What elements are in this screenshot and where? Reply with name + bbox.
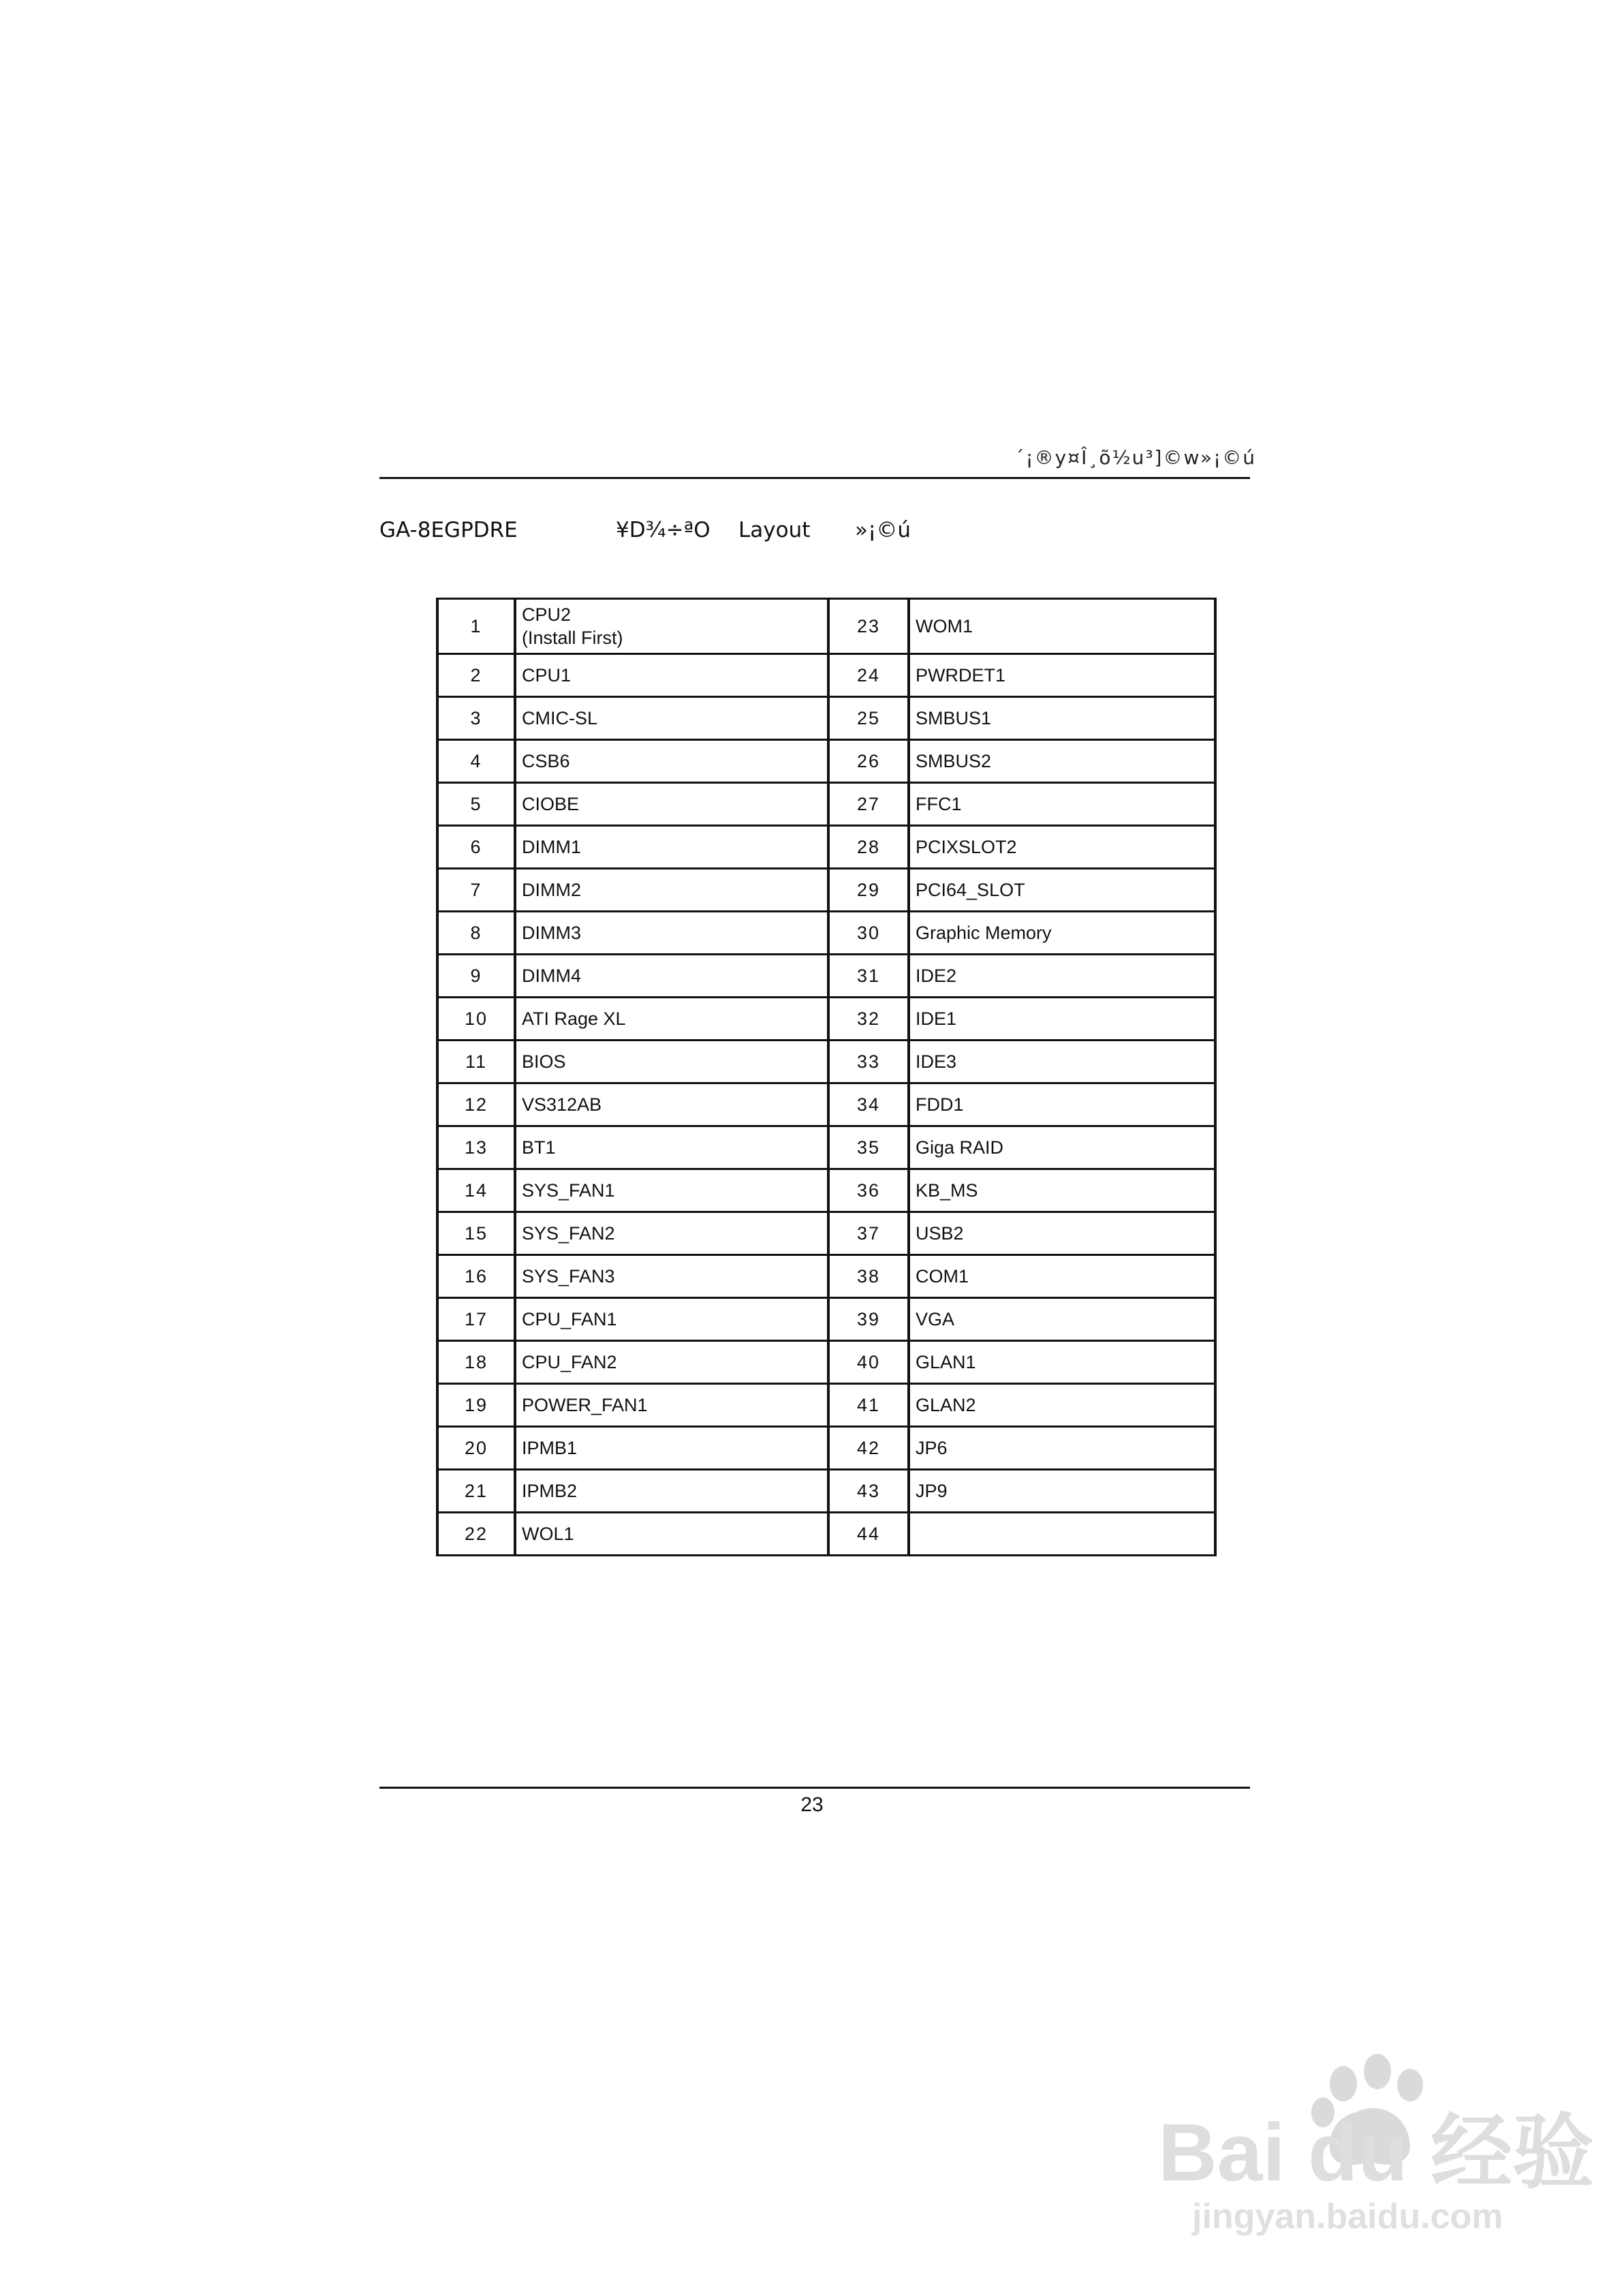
- right-number-cell: 44: [828, 1513, 909, 1556]
- right-number-cell: 42: [828, 1427, 909, 1470]
- right-number-cell: 25: [828, 697, 909, 740]
- table-row: [437, 783, 1215, 826]
- left-name-cell: IPMB1: [515, 1427, 828, 1470]
- left-number-cell: 19: [437, 1384, 515, 1427]
- right-name-cell: IDE2: [909, 955, 1215, 998]
- left-name-cell: SYS_FAN3: [515, 1255, 828, 1298]
- right-number-cell: 24: [828, 654, 909, 697]
- left-name-cell: CIOBE: [515, 783, 828, 826]
- left-number-cell: 22: [437, 1513, 515, 1556]
- left-name-cell: SYS_FAN1: [515, 1169, 828, 1212]
- left-number-cell: 5: [437, 783, 515, 826]
- left-name-cell: CPU_FAN2: [515, 1341, 828, 1384]
- left-name-cell: BIOS: [515, 1041, 828, 1083]
- right-name-cell: [909, 1513, 1215, 1556]
- left-name-cell: POWER_FAN1: [515, 1384, 828, 1427]
- right-name-cell: JP9: [909, 1470, 1215, 1513]
- watermark-url: jingyan.baidu.com: [1192, 2197, 1503, 2236]
- table-row: [437, 1255, 1215, 1298]
- left-number-cell: 3: [437, 697, 515, 740]
- left-number-cell: 4: [437, 740, 515, 783]
- left-number-cell: 14: [437, 1169, 515, 1212]
- title-garbled-1: ¥D¾÷ªO: [616, 518, 710, 542]
- left-number-cell: 12: [437, 1083, 515, 1126]
- table-row: [437, 826, 1215, 869]
- table-row: [437, 869, 1215, 912]
- right-name-cell: IDE3: [909, 1041, 1215, 1083]
- right-name-cell: Graphic Memory: [909, 912, 1215, 955]
- table-row: [437, 1212, 1215, 1255]
- left-name-cell: CMIC-SL: [515, 697, 828, 740]
- right-name-cell: WOM1: [909, 599, 1215, 654]
- left-number-cell: 8: [437, 912, 515, 955]
- right-name-cell: COM1: [909, 1255, 1215, 1298]
- title-garbled-2: »¡©ú: [855, 518, 911, 542]
- table-row: [437, 998, 1215, 1041]
- left-number-cell: 10: [437, 998, 515, 1041]
- right-name-cell: GLAN1: [909, 1341, 1215, 1384]
- table-row: [437, 1341, 1215, 1384]
- left-number-cell: 6: [437, 826, 515, 869]
- table-row: [437, 740, 1215, 783]
- table-row: [437, 599, 1215, 654]
- left-name-cell: IPMB2: [515, 1470, 828, 1513]
- component-table: [436, 598, 1217, 1556]
- right-number-cell: 31: [828, 955, 909, 998]
- left-number-cell: 7: [437, 869, 515, 912]
- left-number-cell: 18: [437, 1341, 515, 1384]
- table-row: [437, 1384, 1215, 1427]
- left-name-cell: DIMM4: [515, 955, 828, 998]
- left-name-cell: ATI Rage XL: [515, 998, 828, 1041]
- left-name-cell: WOL1: [515, 1513, 828, 1556]
- right-number-cell: 36: [828, 1169, 909, 1212]
- left-name-cell: CPU_FAN1: [515, 1298, 828, 1341]
- right-number-cell: 29: [828, 869, 909, 912]
- right-name-cell: PWRDET1: [909, 654, 1215, 697]
- table-row: [437, 955, 1215, 998]
- left-number-cell: 16: [437, 1255, 515, 1298]
- left-name-cell: VS312AB: [515, 1083, 828, 1126]
- right-number-cell: 43: [828, 1470, 909, 1513]
- left-name-cell: CSB6: [515, 740, 828, 783]
- right-name-cell: JP6: [909, 1427, 1215, 1470]
- right-name-cell: KB_MS: [909, 1169, 1215, 1212]
- right-number-cell: 37: [828, 1212, 909, 1255]
- right-number-cell: 28: [828, 826, 909, 869]
- left-number-cell: 13: [437, 1126, 515, 1169]
- left-number-cell: 20: [437, 1427, 515, 1470]
- running-header: ´¡®y¤Î¸õ½u³]©w»¡©ú: [1014, 446, 1256, 469]
- table-row: [437, 1298, 1215, 1341]
- right-number-cell: 30: [828, 912, 909, 955]
- right-name-cell: GLAN2: [909, 1384, 1215, 1427]
- right-name-cell: PCIXSLOT2: [909, 826, 1215, 869]
- left-number-cell: 17: [437, 1298, 515, 1341]
- right-number-cell: 35: [828, 1126, 909, 1169]
- left-number-cell: 9: [437, 955, 515, 998]
- left-number-cell: 21: [437, 1470, 515, 1513]
- table-row: [437, 1513, 1215, 1556]
- right-number-cell: 39: [828, 1298, 909, 1341]
- right-number-cell: 26: [828, 740, 909, 783]
- right-name-cell: Giga RAID: [909, 1126, 1215, 1169]
- page-number: 23: [800, 1793, 824, 1816]
- right-number-cell: 23: [828, 599, 909, 654]
- top-divider: [379, 477, 1250, 479]
- left-name-cell: DIMM1: [515, 826, 828, 869]
- table-row: [437, 1427, 1215, 1470]
- bottom-divider: [379, 1787, 1250, 1789]
- baidu-watermark: [1151, 2044, 1595, 2249]
- table-row: [437, 1083, 1215, 1126]
- table-row: [437, 1126, 1215, 1169]
- right-name-cell: IDE1: [909, 998, 1215, 1041]
- left-number-cell: 2: [437, 654, 515, 697]
- left-name-cell: CPU2 (Install First): [515, 599, 828, 654]
- right-number-cell: 38: [828, 1255, 909, 1298]
- right-name-cell: USB2: [909, 1212, 1215, 1255]
- right-name-cell: VGA: [909, 1298, 1215, 1341]
- table-row: [437, 1041, 1215, 1083]
- right-number-cell: 27: [828, 783, 909, 826]
- title-layout-word: Layout: [738, 518, 811, 542]
- left-number-cell: 11: [437, 1041, 515, 1083]
- left-name-cell: DIMM2: [515, 869, 828, 912]
- left-name-cell: SYS_FAN2: [515, 1212, 828, 1255]
- right-number-cell: 41: [828, 1384, 909, 1427]
- right-name-cell: SMBUS1: [909, 697, 1215, 740]
- left-name-cell: CPU1: [515, 654, 828, 697]
- watermark-brand: Bai du 经验: [1158, 2107, 1595, 2198]
- right-name-cell: FDD1: [909, 1083, 1215, 1126]
- left-name-cell: DIMM3: [515, 912, 828, 955]
- model-name: GA-8EGPDRE: [379, 518, 518, 542]
- table-row: [437, 912, 1215, 955]
- table-row: [437, 1169, 1215, 1212]
- left-number-cell: 1: [437, 599, 515, 654]
- table-row: [437, 697, 1215, 740]
- right-number-cell: 32: [828, 998, 909, 1041]
- right-number-cell: 40: [828, 1341, 909, 1384]
- right-number-cell: 34: [828, 1083, 909, 1126]
- table-row: [437, 1470, 1215, 1513]
- right-number-cell: 33: [828, 1041, 909, 1083]
- right-name-cell: PCI64_SLOT: [909, 869, 1215, 912]
- right-name-cell: FFC1: [909, 783, 1215, 826]
- right-name-cell: SMBUS2: [909, 740, 1215, 783]
- table-row: [437, 654, 1215, 697]
- left-number-cell: 15: [437, 1212, 515, 1255]
- left-name-cell: BT1: [515, 1126, 828, 1169]
